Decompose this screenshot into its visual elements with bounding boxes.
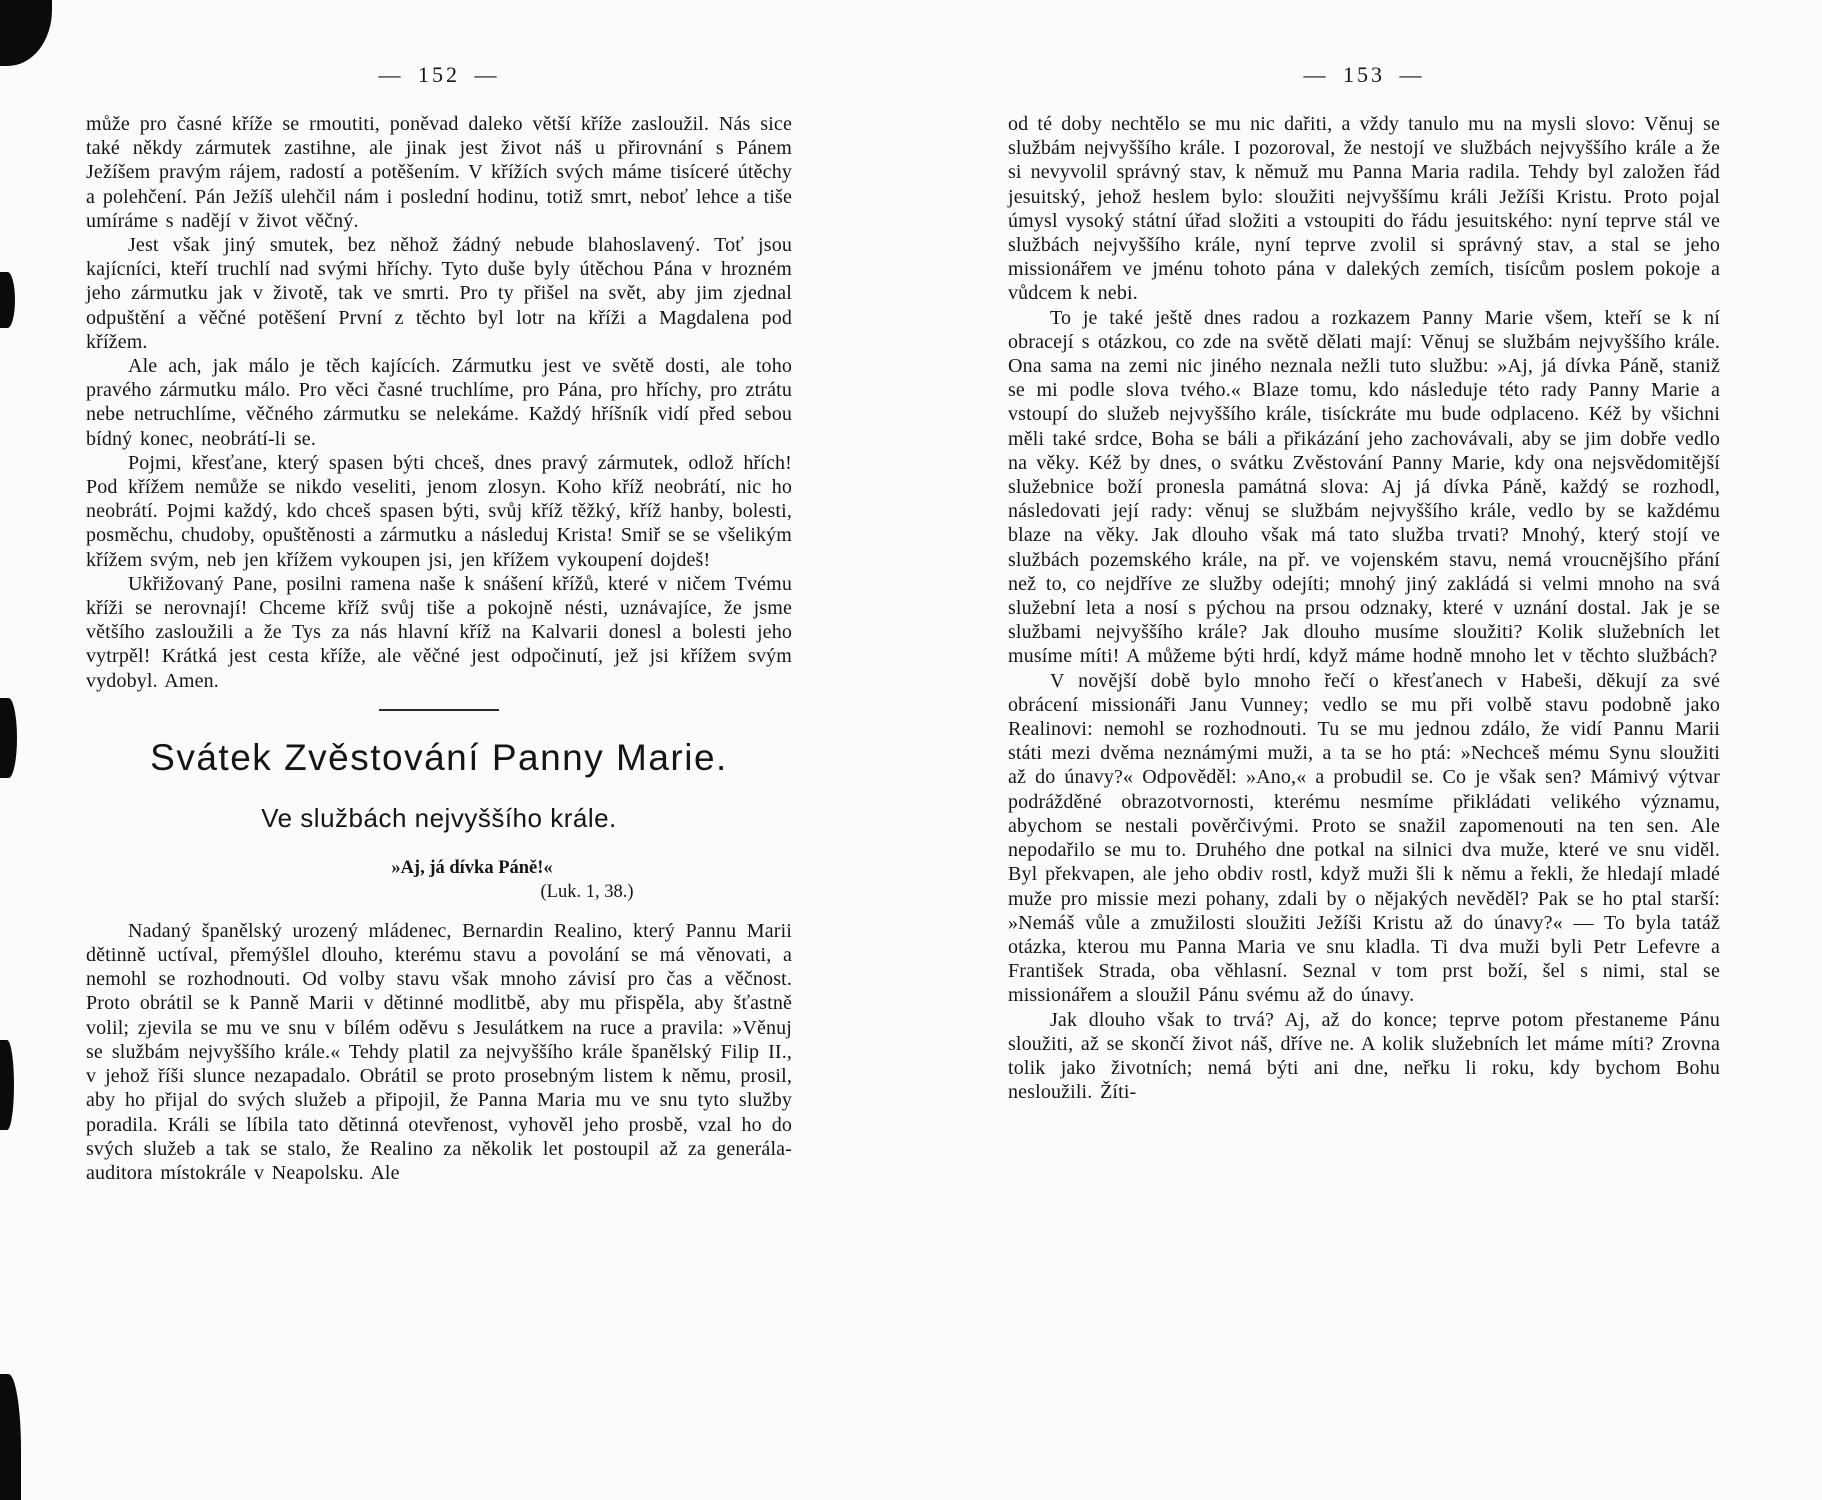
- section-title: Svátek Zvěstování Panny Marie.: [150, 736, 728, 778]
- page-number-right: — 153 —: [1303, 62, 1425, 87]
- scripture-reference: (Luk. 1, 38.): [540, 881, 634, 902]
- paragraph: Ale ach, jak málo je těch kajících. Zármutku jest ve světě dosti, ale toho pravého zármutku málo. Pro věci časné truchlíme, pro Pána, pro hříchy, pro ztrátu nebe netruchlíme, věčného zármutku se nelekáme. Každý hříšník vidí před sebou bídný konec, neobrátí-li se.: [86, 355, 792, 450]
- paragraph: Ukřižovaný Pane, posilni ramena naše k snášení křížů, které v ničem Tvému kříži se nerovnají! Chceme kříž svůj tiše a pokojně nésti, uznávajíce, že jsme většího zasloužili a že Tys za nás hlavní kříž na Kalvarii donesl a bolesti jeho vytrpěl! Krátká jest cesta kříže, ale věčné jest odpočinutí, jež jsi křížem svým vydobyl. Amen.: [86, 572, 792, 692]
- page-152: [86, 62, 792, 1185]
- scan-edge-artifact: [0, 0, 52, 66]
- scan-edge-artifact: [0, 272, 15, 328]
- paragraph: může pro časné kříže se rmoutiti, poněvad daleko větší kříže zasloužil. Nás sice také někdy zármutek zastihne, ale jinak jest život náš u přirovnání s Pánem Ježíšem pravým rájem, radostí a potěšením. V křížích svých máme tisíceré útěchy a polehčení. Pán Ježíš ulehčil nám i poslední hodinu, totiž smrt, neboť lehce a tiše umíráme s nadějí v život věčný.: [86, 113, 792, 232]
- paragraph: Pojmi, křesťane, který spasen býti chceš, dnes pravý zármutek, odlož hřích! Pod křížem nemůže se nikdo veseliti, jenom zlosyn. Koho kříž neobrátí, nic ho neobrátí. Pojmi každý, kdo chceš spasen býti, svůj kříž těžký, kříž hanby, bolesti, posměchu, chudoby, opuštěnosti a zármutku a následuj Krista! Smiř se se všelikým křížem svým, neb jen křížem vykoupen jsi, jen křížem vykoupení dojdeš!: [86, 451, 792, 571]
- scripture-quote: »Aj, já dívka Páně!«: [391, 857, 553, 878]
- scan-edge-artifact: [0, 698, 17, 778]
- scan-edge-artifact: [0, 1374, 21, 1500]
- paragraph: Nadaný španělský urozený mládenec, Bernardin Realino, který Pannu Marii dětinně uctíval, přemýšlel dlouho, kterému stavu a povolání se má věnovati, a nemohl se rozhodnouti. Od volby stavu však mnoho závisí pro čas a věčnost. Proto obrátil se k Panně Marii v dětinné modlitbě, aby mu přispěla, aby šťastně volil; zjevila se mu ve snu v bílém oděvu s Jesulátkem na ruce a pravila: »Věnuj se službám nejvyššího krále.« Tehdy platil za nejvyššího krále španělský Filip II., v jehož říši slunce nezapadalo. Obrátil se proto prosebným listem k němu, prosil, aby ho přijal do svých služeb a připojil, že Panna Maria mu ve snu tyto služby poradila. Králi se líbila tato dětinná otevřenost, vyhověl jeho prosbě, vzal ho do svých služeb a tak se stalo, že Realino za několik let postoupil až za generála-auditora místokrále v Neapolsku. Ale: [86, 919, 792, 1184]
- page-153: [1008, 62, 1720, 1104]
- section-subtitle: Ve službách nejvyššího krále.: [261, 802, 617, 833]
- paragraph: To je také ještě dnes radou a rozkazem Panny Marie všem, kteří se k ní obracejí s otázkou, co zde na světě dělati mají: Věnuj se službám nejvyššího krále. Ona sama na zemi nic jiného neznala nežli tuto službu: »Aj, já dívka Páně, staniž se mi podle slova tvého.« Blaze tomu, kdo následuje této rady Panny Marie a vstoupí do služeb nejvyššího krále, tisíckráte mu bude odplaceno. Kéž by všichni měli také srdce, Boha se báli a přikázání jeho zachovávali, aby se jim dobře vedlo na věky. Kéž by dnes, o svátku Zvěstování Panny Marie, kdy ona nejsvědomitější služebnice boží pronesla památná slova: Aj já dívka Páně, každý se rozhodl, následovati její rady: věnuj se službám nejvyššího krále, vedlo by se každému blaze na věky. Jak dlouho však má tato služba trvati? Mnohý, který stojí ve službách pozemského krále, na př. ve vojenském stavu, nemá vroucnějšího přání než to, co nejdříve ze služby odejíti; mnohý jiný zakládá si velmi mnoho na svá služební leta a nosí s pýchou na prsou odznaky, které v uznání dostal. Jak je se službami nejvyššího krále? Jak dlouho musíme sloužiti? Kolik služebních let musíme míti! A můžeme býti hrdí, když máme hodně mnoho let v těchto službách?: [1008, 306, 1720, 668]
- paragraph: od té doby nechtělo se mu nic dařiti, a vždy tanulo mu na mysli slovo: Věnuj se službám nejvyššího krále. I pozoroval, že nestojí ve službách nejvyššího krále a že si nevyvolil správný stav, k němuž mu Panna Maria radila. Tehdy byl založen řád jesuitský, jehož heslem bylo: sloužiti nejvyššímu králi Ježíši Kristu. Proto pojal úmysl vysoký státní úřad složiti a vstoupiti do řádu jesuitského: nyní teprve stál ve službách nejvyššího krále, nyní teprve zvolil si správný stav, a stal se jeho missionářem ve jménu tohoto pána v dalekých zemích, tisícům poslem pokoje a vůdcem k nebi.: [1008, 113, 1720, 305]
- paragraph: Jak dlouho však to trvá? Aj, až do konce; teprve potom přestaneme Pánu sloužiti, až se skončí život náš, dříve ne. A kolik služebních let máme míti? Zrovna tolik jako životních; nemá býti ani dne, neřku li roku, kdy bychom Bohu nesloužili. Žíti-: [1008, 1008, 1720, 1104]
- paragraph: V novější době bylo mnoho řečí o křesťanech v Habeši, děkují za své obrácení missionáři Janu Vunney; vedlo se mu při volbě stavu podobně jako Realinovi: nemohl se rozhodnouti. Tu se mu jednou zdálo, že vidí Pannu Marii státi mezi dvěma neznámými muži, a ta se ho ptá: »Nechceš mému Synu sloužiti až do únavy?« Odpověděl: »Ano,« a probudil se. Co je však sen? Mámivý výtvar podrážděné obrazotvornosti, kterému nesmíme přikládati velikého významu, abychom se nestali pověrčivými. Proto se snažil zapomenouti na ten sen. Ale nepodařilo se mu to. Druhého dne potkal na silnici dva muže, které ve snu viděl. Byl překvapen, ale jeho obdiv rostl, když muži šli k němu a řekli, že hledají mladé muže pro missie mezi pohany, zdali by o nějakých nevěděl? Pak se ho ptal starší: »Nemáš vůle a zmužilosti sloužiti Ježíši Kristu až do únavy?« — To byla tatáž otázka, kterou mu Panna Maria ve snu kladla. Ti dva muži byli Petr Lefevre a František Strada, oba věhlasní. Seznal v tom prst boží, šel s nimi, stal se missionářem a sloužil Pánu svému až do únavy.: [1008, 669, 1720, 1007]
- page-number-left: — 152 —: [378, 62, 500, 87]
- scan-edge-artifact: [0, 1040, 14, 1130]
- section-divider: [379, 709, 499, 711]
- paragraph: Jest však jiný smutek, bez něhož žádný nebude blahoslavený. Toť jsou kajícníci, kteří truchlí nad svými hříchy. Tyto duše byly útěchou Pána v hrozném jeho zármutku jak v životě, tak ve smrti. Pro ty přišel na svět, aby jim zjednal odpuštění a věčné potěšení První z těchto byl lotr na kříži a Magdalena pod křížem.: [86, 234, 792, 353]
